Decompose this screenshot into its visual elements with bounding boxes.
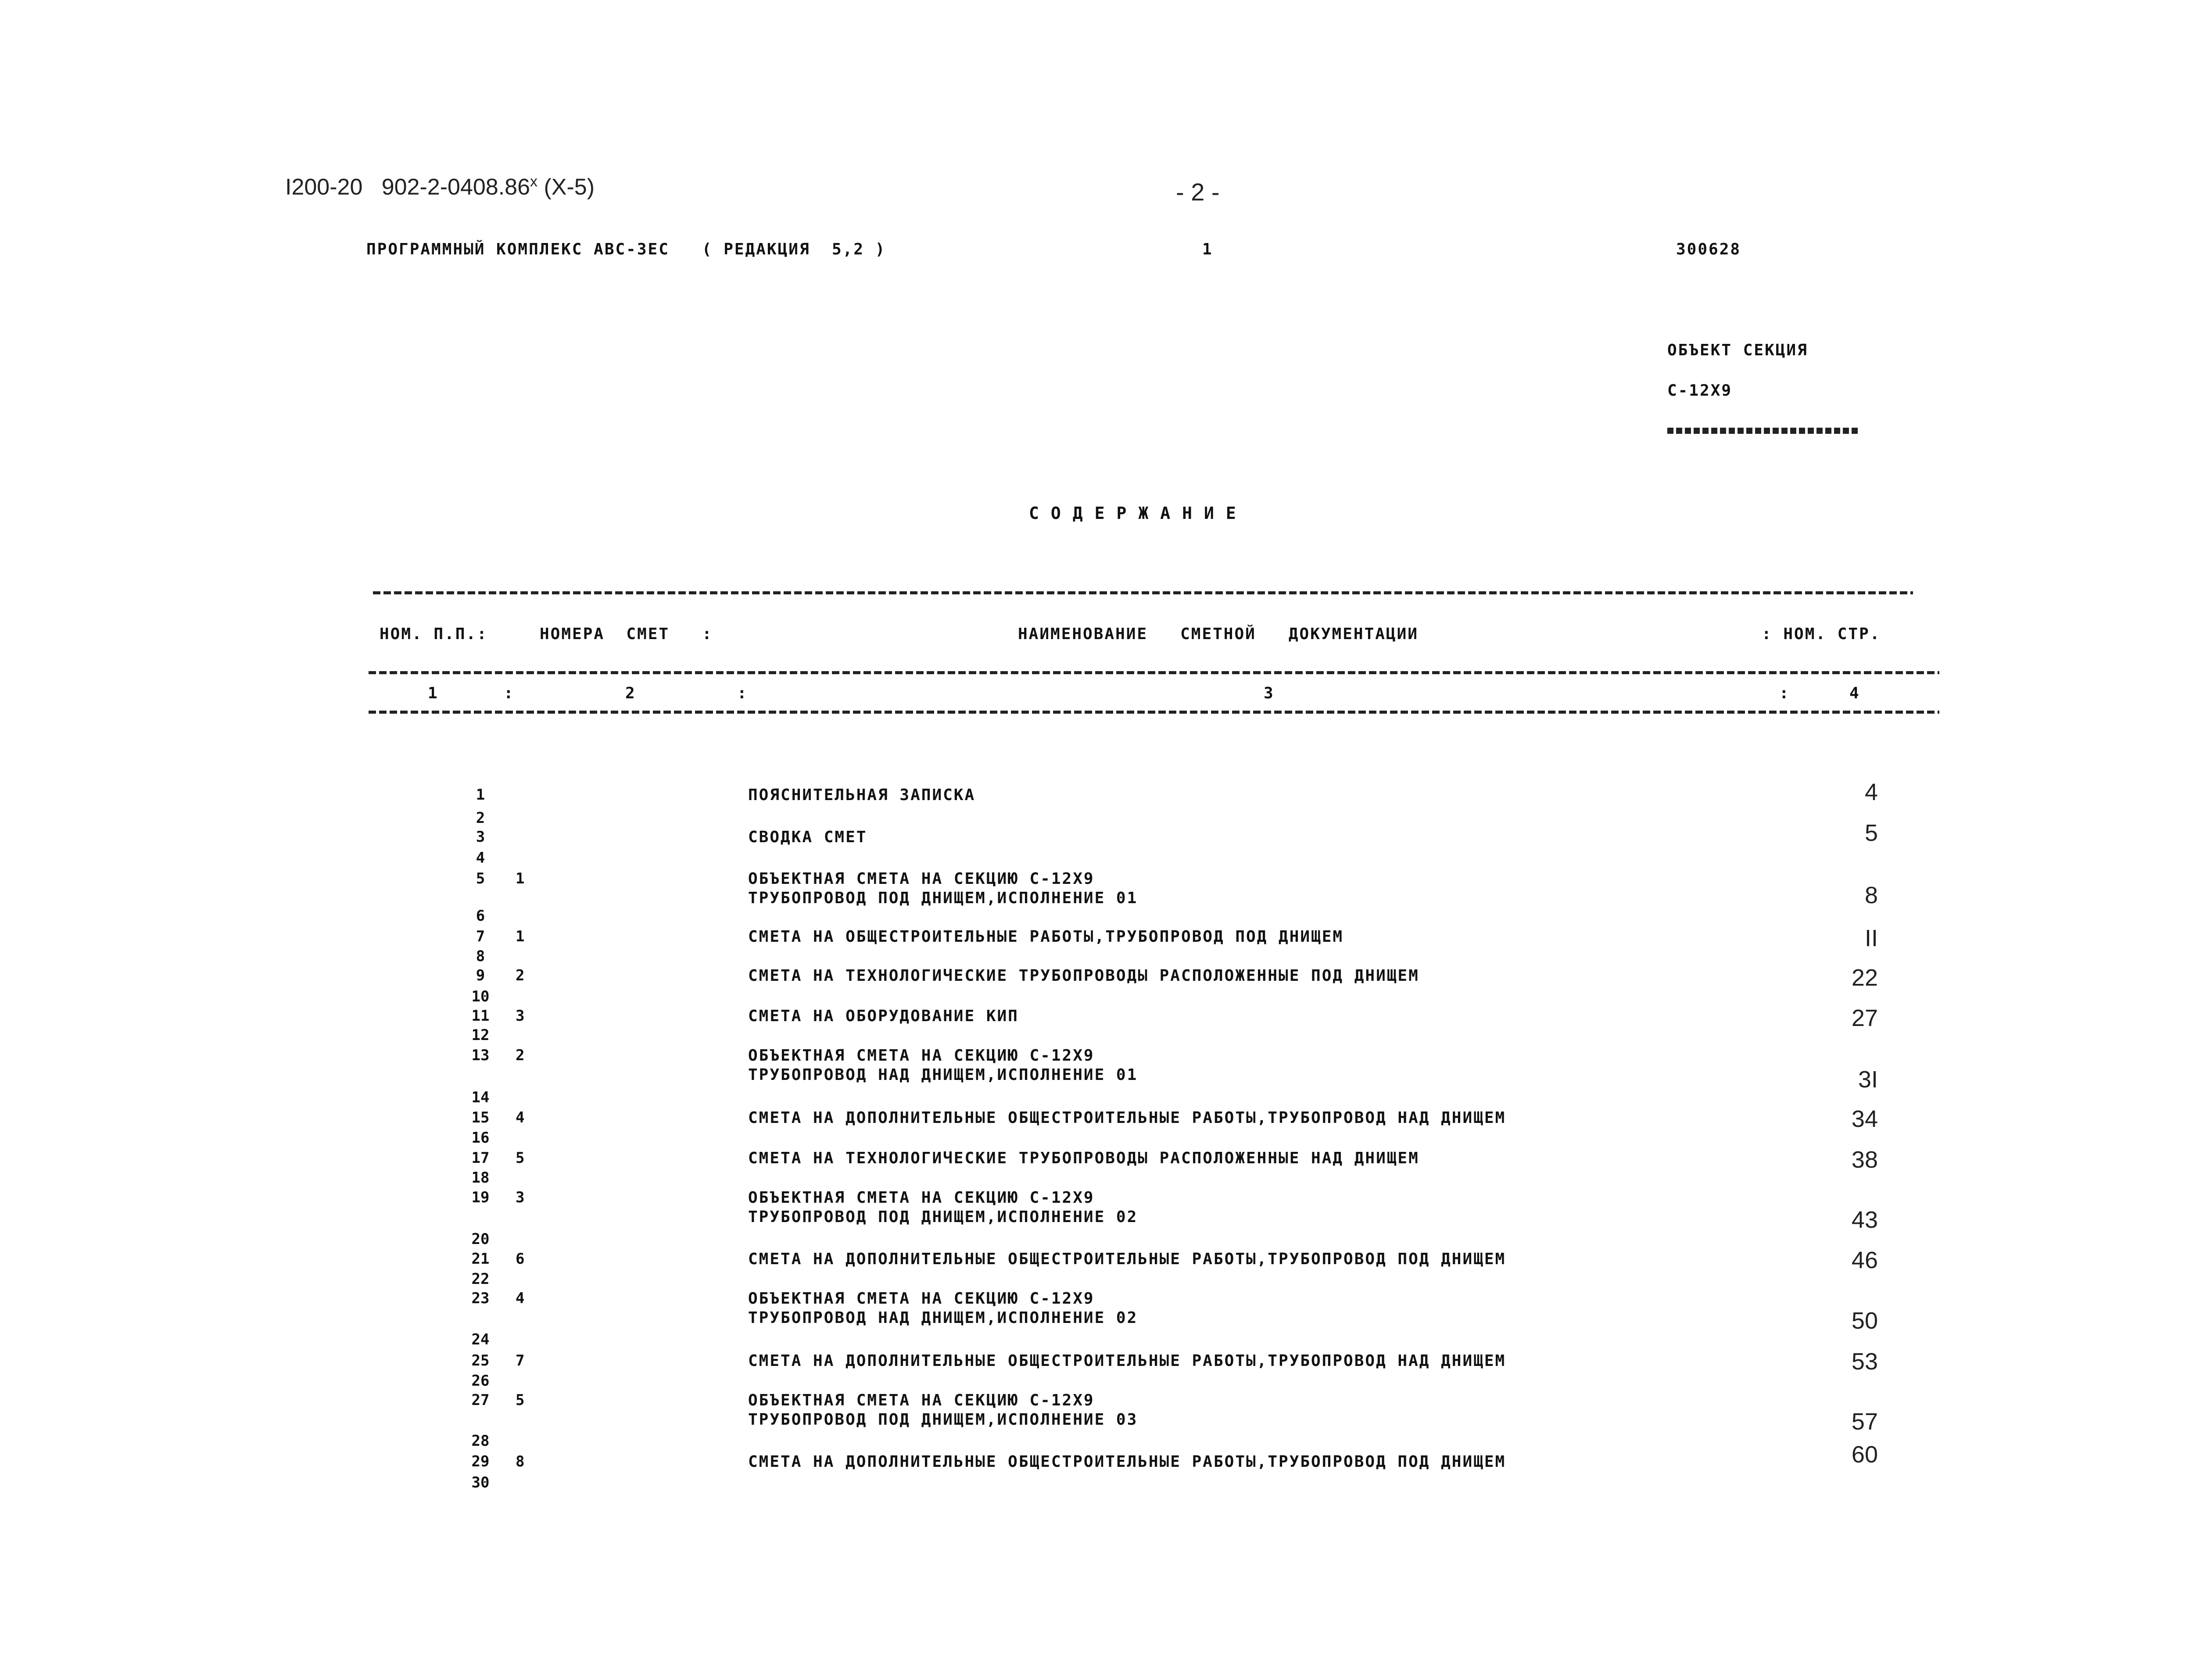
code-prefix: I200-20 (285, 174, 363, 200)
document-name: ОБЪЕКТНАЯ СМЕТА НА СЕКЦИЮ С-12Х9 (748, 1189, 1095, 1207)
document-code (285, 173, 595, 200)
estimate-number: 6 (516, 1250, 525, 1268)
program-code: 300628 (1676, 240, 1741, 258)
page-reference: 22 (1851, 965, 1878, 991)
estimate-number: 2 (516, 967, 525, 984)
estimate-number: 4 (516, 1290, 525, 1307)
line-number: 7 (476, 928, 485, 945)
document-name: СВОДКА СМЕТ (748, 828, 867, 846)
line-number: 14 (471, 1089, 490, 1106)
document-name: ОБЪЕКТНАЯ СМЕТА НА СЕКЦИЮ С-12Х9 (748, 1290, 1095, 1308)
document-name: ОБЪЕКТНАЯ СМЕТА НА СЕКЦИЮ С-12Х9 (748, 870, 1095, 888)
line-number: 4 (476, 849, 485, 867)
contents-title: СОДЕРЖАНИЕ (1029, 504, 1248, 523)
table-rule-middle (369, 671, 1939, 674)
document-name: ОБЪЕКТНАЯ СМЕТА НА СЕКЦИЮ С-12Х9 (748, 1047, 1095, 1065)
page-reference: 3I (1858, 1066, 1878, 1093)
line-number: 2 (476, 809, 485, 827)
object-underline (1667, 428, 1860, 434)
line-number: 5 (476, 870, 485, 887)
document-name: СМЕТА НА ДОПОЛНИТЕЛЬНЫЕ ОБЩЕСТРОИТЕЛЬНЫЕ РАБОТЫ,ТРУБОПРОВОД НАД ДНИЩЕМ (748, 1352, 1506, 1370)
table-rule-top (373, 591, 1913, 594)
header-col-document-name: НАИМЕНОВАНИЕ СМЕТНОЙ ДОКУМЕНТАЦИИ (1018, 625, 1419, 643)
page-reference: 5 (1864, 820, 1878, 846)
line-number: 16 (471, 1129, 490, 1147)
estimate-number: 1 (516, 870, 525, 887)
line-number: 22 (471, 1270, 490, 1288)
page-reference: 46 (1851, 1247, 1878, 1273)
document-name-continued: ТРУБОПРОВОД ПОД ДНИЩЕМ,ИСПОЛНЕНИЕ 01 (748, 889, 1138, 907)
line-number: 28 (471, 1432, 490, 1450)
page-reference: 57 (1851, 1408, 1878, 1435)
line-number: 18 (471, 1169, 490, 1187)
column-number-4: 4 (1849, 684, 1859, 702)
program-page: 1 (1202, 240, 1212, 258)
line-number: 11 (471, 1007, 490, 1025)
document-name-continued: ТРУБОПРОВОД ПОД ДНИЩЕМ,ИСПОЛНЕНИЕ 02 (748, 1208, 1138, 1226)
line-number: 26 (471, 1372, 490, 1390)
page-reference: 50 (1851, 1308, 1878, 1334)
column-separator: : (1779, 684, 1789, 702)
line-number: 10 (471, 988, 490, 1005)
estimate-number: 4 (516, 1109, 525, 1126)
object-section: С-12Х9 (1667, 382, 1733, 400)
estimate-number: 3 (516, 1189, 525, 1206)
page-reference: 53 (1851, 1348, 1878, 1375)
header-col-page-number: : НОМ. СТР. (1762, 625, 1881, 643)
document-name: СМЕТА НА ОБЩЕСТРОИТЕЛЬНЫЕ РАБОТЫ,ТРУБОПРОВОД ПОД ДНИЩЕМ (748, 928, 1344, 946)
column-number-3: 3 (1264, 684, 1273, 702)
document-name: СМЕТА НА ТЕХНОЛОГИЧЕСКИЕ ТРУБОПРОВОДЫ РАСПОЛОЖЕННЫЕ НАД ДНИЩЕМ (748, 1149, 1419, 1167)
line-number: 30 (471, 1474, 490, 1491)
document-name: ОБЪЕКТНАЯ СМЕТА НА СЕКЦИЮ С-12Х9 (748, 1391, 1095, 1409)
document-name: СМЕТА НА ОБОРУДОВАНИЕ КИП (748, 1007, 1019, 1025)
document-name-continued: ТРУБОПРОВОД НАД ДНИЩЕМ,ИСПОЛНЕНИЕ 01 (748, 1066, 1138, 1084)
estimate-number: 3 (516, 1007, 525, 1025)
estimate-number: 7 (516, 1352, 525, 1369)
header-col-estimate-numbers: НОМЕРА СМЕТ : (540, 625, 713, 643)
line-number: 23 (471, 1290, 490, 1307)
line-number: 17 (471, 1149, 490, 1167)
line-number: 3 (476, 828, 485, 846)
page-reference: II (1864, 925, 1878, 951)
line-number: 12 (471, 1026, 490, 1044)
page-reference: 34 (1851, 1106, 1878, 1132)
document-name: ПОЯСНИТЕЛЬНАЯ ЗАПИСКА (748, 786, 976, 804)
document-name: СМЕТА НА ТЕХНОЛОГИЧЕСКИЕ ТРУБОПРОВОДЫ РАСПОЛОЖЕННЫЕ ПОД ДНИЩЕМ (748, 967, 1419, 985)
document-name: СМЕТА НА ДОПОЛНИТЕЛЬНЫЕ ОБЩЕСТРОИТЕЛЬНЫЕ РАБОТЫ,ТРУБОПРОВОД НАД ДНИЩЕМ (748, 1109, 1506, 1127)
code-superscript: x (530, 173, 537, 190)
line-number: 9 (476, 967, 485, 984)
line-number: 13 (471, 1047, 490, 1064)
document-name: СМЕТА НА ДОПОЛНИТЕЛЬНЫЕ ОБЩЕСТРОИТЕЛЬНЫЕ РАБОТЫ,ТРУБОПРОВОД ПОД ДНИЩЕМ (748, 1250, 1506, 1268)
page-reference: 8 (1864, 882, 1878, 908)
line-number: 24 (471, 1331, 490, 1348)
object-label: ОБЪЕКТ СЕКЦИЯ (1667, 341, 1808, 359)
estimate-number: 5 (516, 1391, 525, 1409)
line-number: 21 (471, 1250, 490, 1268)
page-number: - 2 - (1176, 178, 1220, 206)
program-name: ПРОГРАММНЫЙ КОМПЛЕКС АВС-3ЕС ( РЕДАКЦИЯ 5,2 ) (366, 240, 886, 258)
table-rule-bottom (369, 711, 1939, 714)
line-number: 15 (471, 1109, 490, 1126)
estimate-number: 1 (516, 928, 525, 945)
line-number: 27 (471, 1391, 490, 1409)
document-name: СМЕТА НА ДОПОЛНИТЕЛЬНЫЕ ОБЩЕСТРОИТЕЛЬНЫЕ РАБОТЫ,ТРУБОПРОВОД ПОД ДНИЩЕМ (748, 1453, 1506, 1471)
column-separator: : (737, 684, 747, 702)
estimate-number: 5 (516, 1149, 525, 1167)
line-number: 6 (476, 907, 485, 925)
header-col-item-number: НОМ. П.П.: (380, 625, 488, 643)
line-number: 25 (471, 1352, 490, 1369)
line-number: 19 (471, 1189, 490, 1206)
column-number-1: 1 (428, 684, 437, 702)
document-name-continued: ТРУБОПРОВОД ПОД ДНИЩЕМ,ИСПОЛНЕНИЕ 03 (748, 1411, 1138, 1429)
column-separator: : (504, 684, 513, 702)
code-suffix: (X-5) (544, 174, 595, 200)
line-number: 1 (476, 786, 485, 804)
page-reference: 38 (1851, 1147, 1878, 1173)
estimate-number: 8 (516, 1453, 525, 1470)
page-reference: 60 (1851, 1441, 1878, 1468)
column-number-2: 2 (625, 684, 635, 702)
line-number: 20 (471, 1230, 490, 1248)
page-reference: 43 (1851, 1207, 1878, 1233)
page-reference: 4 (1864, 779, 1878, 805)
estimate-number: 2 (516, 1047, 525, 1064)
line-number: 29 (471, 1453, 490, 1470)
page-reference: 27 (1851, 1005, 1878, 1031)
document-name-continued: ТРУБОПРОВОД НАД ДНИЩЕМ,ИСПОЛНЕНИЕ 02 (748, 1309, 1138, 1327)
code-main: 902-2-0408.86 (381, 174, 530, 200)
line-number: 8 (476, 947, 485, 965)
